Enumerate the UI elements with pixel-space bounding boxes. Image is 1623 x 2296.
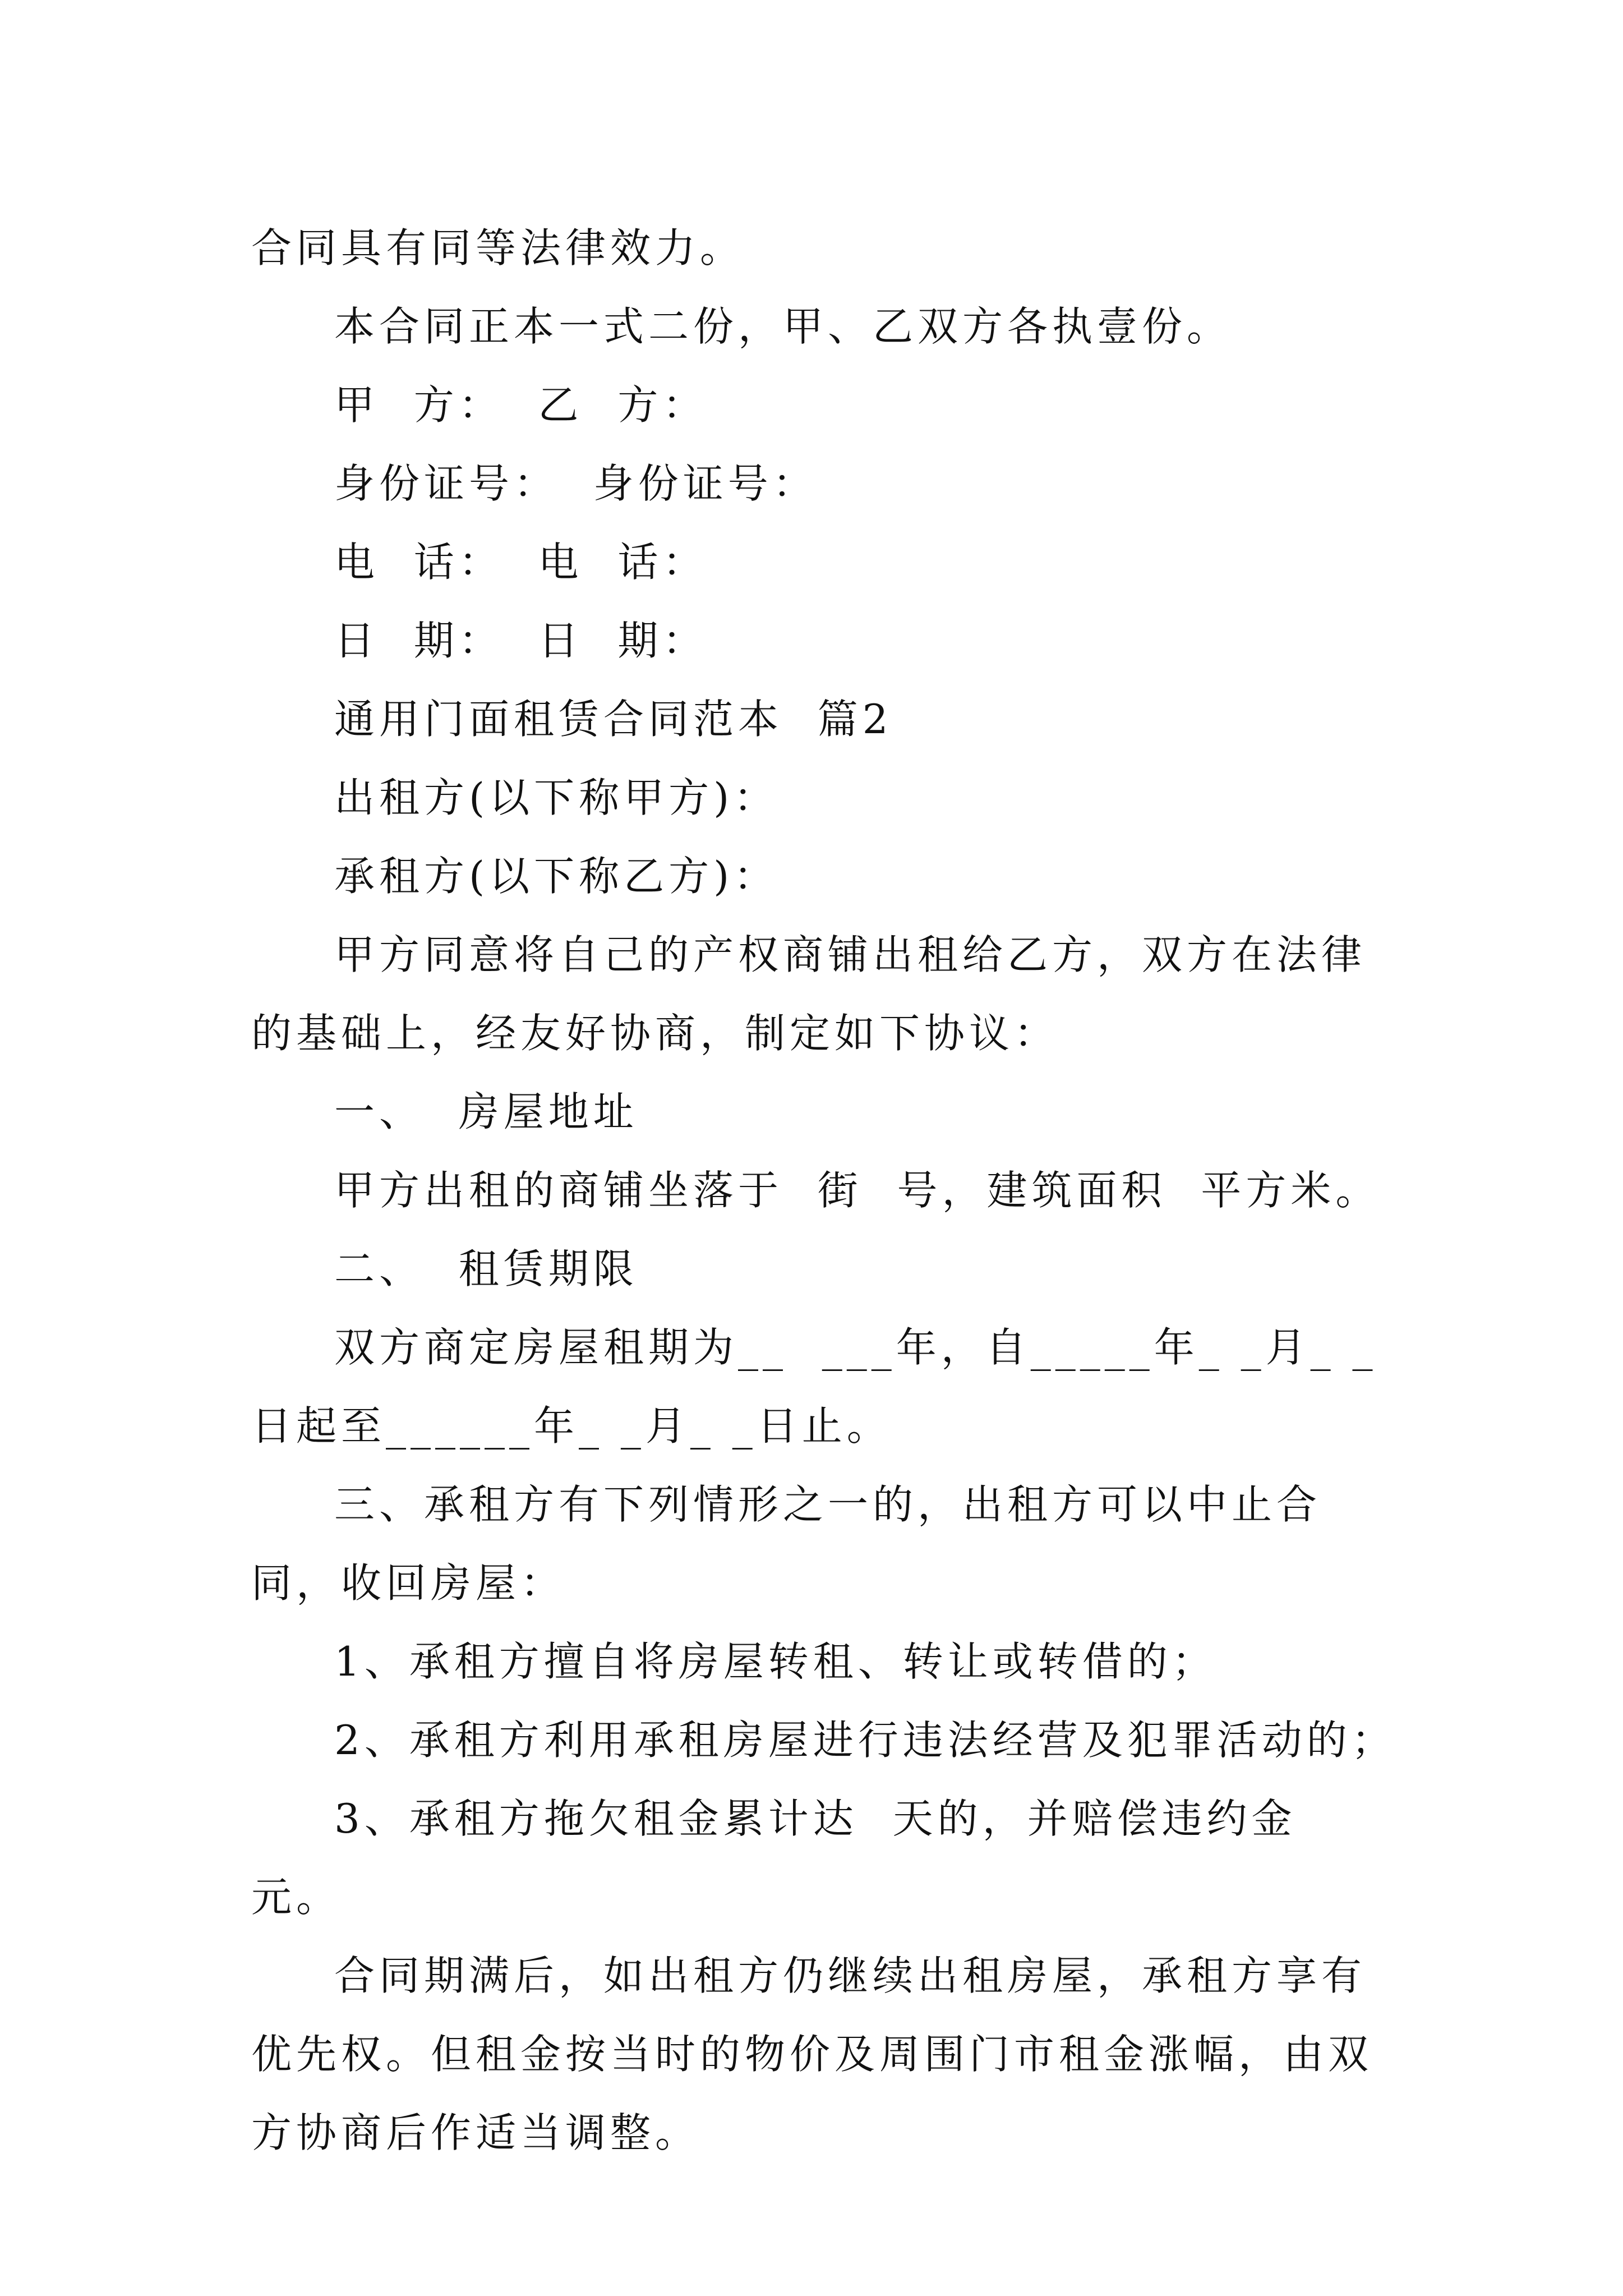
- paragraph-copies: 本合同正本一式二份，甲、乙双方各执壹份。: [334, 303, 1232, 350]
- paragraph-renewal-priority: 合同期满后，如出租方仍继续出租房屋，承租方享有优先权。但租金按当时的物价及周围门市租金涨幅，由双方协商后作适当调整。: [251, 1952, 1373, 2156]
- paragraph-lessor: 出租方(以下称甲方)：: [334, 774, 779, 821]
- paragraph-agreement-intro: 甲方同意将自己的产权商铺出租给乙方，双方在法律的基础上，经友好协商，制定如下协议：: [251, 931, 1367, 1057]
- heading-lease-term: 二、 租赁期限: [334, 1245, 638, 1292]
- paragraph-date: 日 期： 日 期：: [334, 617, 708, 664]
- list-item-illegal-use: 2、承租方利用承租房屋进行违法经营及犯罪活动的；: [334, 1717, 1396, 1764]
- paragraph-lease-period: 双方商定房屋租期为__ ___年，自_____年_ _月_ _日起至______年_ _月_ _日止。: [251, 1324, 1377, 1450]
- paragraph-shop-location: 甲方出租的商铺坐落于 街 号，建筑面积 平方米。: [334, 1167, 1381, 1214]
- list-item-sublease: 1、承租方擅自将房屋转租、转让或转借的；: [334, 1638, 1217, 1685]
- paragraph-id-number: 身份证号： 身份证号：: [334, 460, 818, 507]
- paragraph-contract-validity: 合同具有同等法律效力。: [251, 224, 745, 272]
- list-item-rent-arrears: 3、承租方拖欠租金累计达 天的，并赔偿违约金 元。: [251, 1795, 1331, 1921]
- document-body: [251, 209, 1407, 2172]
- paragraph-termination-conditions: 三、承租方有下列情形之一的，出租方可以中止合同，收回房屋：: [251, 1481, 1322, 1607]
- heading-house-address: 一、 房屋地址: [334, 1088, 638, 1135]
- section-title: 通用门面租赁合同范本 篇2: [334, 696, 893, 743]
- paragraph-party-signature: 甲 方： 乙 方：: [334, 381, 708, 429]
- paragraph-lessee: 承租方(以下称乙方)：: [334, 853, 779, 900]
- paragraph-phone: 电 话： 电 话：: [334, 539, 708, 586]
